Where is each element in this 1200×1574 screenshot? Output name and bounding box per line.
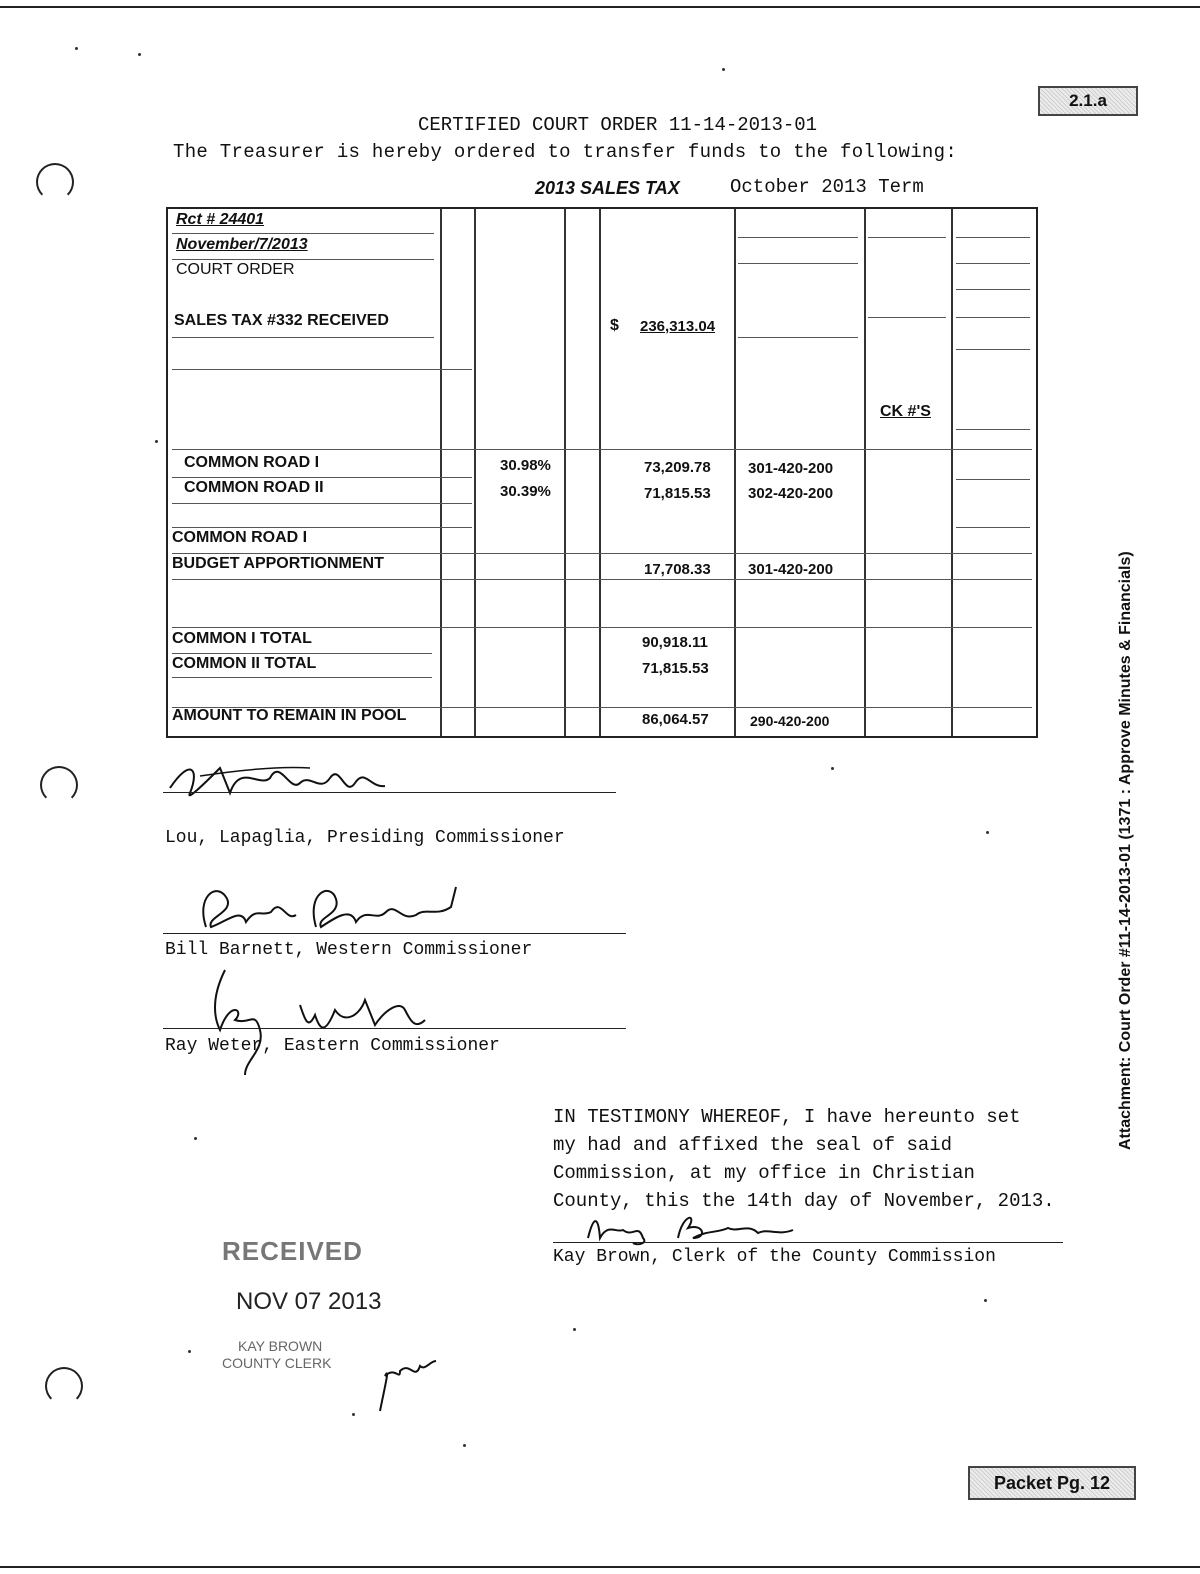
- testimony-paragraph: IN TESTIMONY WHEREOF, I have hereunto set my had and affixed the seal of said Commission, at my office in Christian County, this the 14th day of November, 2013.: [553, 1106, 1055, 1212]
- signature-line: [163, 1028, 626, 1029]
- row-rule: [956, 237, 1030, 238]
- hole-punch-icon: [36, 163, 74, 201]
- received-stamp-line-1: KAY BROWN: [238, 1338, 323, 1354]
- speck: [986, 831, 989, 834]
- row-rule: [956, 527, 1030, 528]
- remain-in-pool-amount: 86,064.57: [642, 711, 709, 728]
- ledger-table: [166, 207, 1038, 738]
- column-divider: [951, 209, 953, 736]
- ledger-row-percent: 30.39%: [500, 483, 551, 500]
- currency-symbol: $: [610, 317, 619, 334]
- row-rule: [956, 429, 1030, 430]
- row-rule: [172, 233, 434, 234]
- speck: [984, 1299, 987, 1302]
- speck: [831, 767, 834, 770]
- row-rule: [172, 477, 472, 478]
- ledger-row-amount: 71,815.53: [644, 485, 711, 502]
- speck: [188, 1350, 191, 1353]
- common-i-total-amount: 90,918.11: [642, 634, 708, 651]
- agenda-tag: 2.1.a: [1038, 86, 1138, 116]
- speck: [463, 1444, 466, 1447]
- column-divider: [474, 209, 476, 736]
- column-divider: [564, 209, 566, 736]
- row-rule: [172, 259, 434, 260]
- court-order-label: COURT ORDER: [176, 261, 295, 278]
- remain-in-pool-label: AMOUNT TO REMAIN IN POOL: [172, 707, 407, 724]
- receipt-number: Rct # 24401: [176, 211, 265, 228]
- row-rule: [738, 237, 858, 238]
- sales-tax-received-label: SALES TAX #332 RECEIVED: [174, 312, 389, 329]
- signature-lapaglia: [160, 748, 420, 808]
- hole-punch-icon: [45, 1367, 83, 1405]
- row-rule: [738, 337, 858, 338]
- received-stamp-line-2: COUNTY CLERK: [222, 1355, 332, 1371]
- row-rule: [172, 553, 1032, 554]
- row-rule: [956, 349, 1030, 350]
- speck: [352, 1413, 355, 1416]
- ledger-row-account: 302-420-200: [748, 485, 834, 502]
- speck: [573, 1328, 576, 1331]
- column-divider: [599, 209, 601, 736]
- row-rule: [172, 579, 1032, 580]
- common-ii-total-amount: 71,815.53: [642, 660, 709, 677]
- speck: [722, 68, 725, 71]
- hole-punch-icon: [40, 766, 78, 804]
- signature-barnett: [186, 877, 486, 937]
- row-rule: [738, 263, 858, 264]
- row-rule: [956, 263, 1030, 264]
- budget-label-line-1: COMMON ROAD I: [172, 529, 308, 546]
- check-numbers-header: CK #'S: [880, 403, 931, 420]
- sales-tax-label: 2013 SALES TAX: [535, 178, 680, 198]
- row-rule: [172, 449, 1032, 450]
- ledger-row-label: COMMON ROAD I: [184, 454, 320, 471]
- ledger-row-percent: 30.98%: [500, 457, 551, 474]
- row-rule: [172, 527, 472, 528]
- signature-line: [163, 933, 626, 934]
- document-subtitle: The Treasurer is hereby ordered to transfer funds to the following:: [173, 141, 958, 163]
- row-rule: [956, 317, 1030, 318]
- signer-brown: Kay Brown, Clerk of the County Commission: [553, 1247, 996, 1267]
- row-rule: [868, 237, 946, 238]
- budget-label-line-2: BUDGET APPORTIONMENT: [172, 555, 384, 572]
- ledger-row-amount: 73,209.78: [644, 459, 711, 476]
- row-rule: [956, 479, 1030, 480]
- column-divider: [734, 209, 736, 736]
- ledger-row-label: COMMON ROAD II: [184, 479, 324, 496]
- document-title: CERTIFIED COURT ORDER 11-14-2013-01: [418, 114, 818, 136]
- signature-line: [163, 792, 616, 793]
- row-rule: [172, 369, 472, 370]
- packet-page-tag: Packet Pg. 12: [968, 1466, 1136, 1500]
- speck: [194, 1137, 197, 1140]
- received-stamp-date: NOV 07 2013: [236, 1288, 382, 1315]
- receipt-date: November/7/2013: [176, 236, 308, 253]
- page-top-edge: [0, 6, 1200, 8]
- received-amount: 236,313.04: [640, 318, 716, 335]
- row-rule: [868, 317, 946, 318]
- signer-lapaglia: Lou, Lapaglia, Presiding Commissioner: [165, 828, 565, 848]
- attachment-side-label: Attachment: Court Order #11-14-2013-01 (1371 : Approve Minutes & Financials): [1117, 551, 1134, 1150]
- budget-account: 301-420-200: [748, 561, 834, 578]
- initials-mark: [370, 1356, 440, 1416]
- speck: [155, 440, 158, 443]
- signer-barnett: Bill Barnett, Western Commissioner: [165, 940, 533, 960]
- row-rule: [956, 289, 1030, 290]
- speck: [138, 53, 141, 56]
- common-ii-total-label: COMMON II TOTAL: [172, 655, 317, 672]
- speck: [75, 47, 78, 50]
- row-rule: [172, 337, 434, 338]
- budget-amount: 17,708.33: [644, 561, 711, 578]
- common-i-total-label: COMMON I TOTAL: [172, 630, 312, 647]
- term-label: October 2013 Term: [730, 176, 924, 198]
- signature-weter: [200, 960, 460, 1080]
- signer-weter: Ray Weter, Eastern Commissioner: [165, 1036, 500, 1056]
- row-rule: [172, 677, 432, 678]
- remain-in-pool-account: 290-420-200: [750, 713, 830, 729]
- column-divider: [440, 209, 442, 736]
- column-divider: [864, 209, 866, 736]
- received-stamp: RECEIVED: [222, 1236, 363, 1266]
- row-rule: [172, 503, 472, 504]
- ledger-row-account: 301-420-200: [748, 460, 834, 477]
- page-bottom-edge: [0, 1566, 1200, 1568]
- signature-line: [553, 1242, 1063, 1243]
- row-rule: [172, 627, 1032, 628]
- row-rule: [172, 653, 432, 654]
